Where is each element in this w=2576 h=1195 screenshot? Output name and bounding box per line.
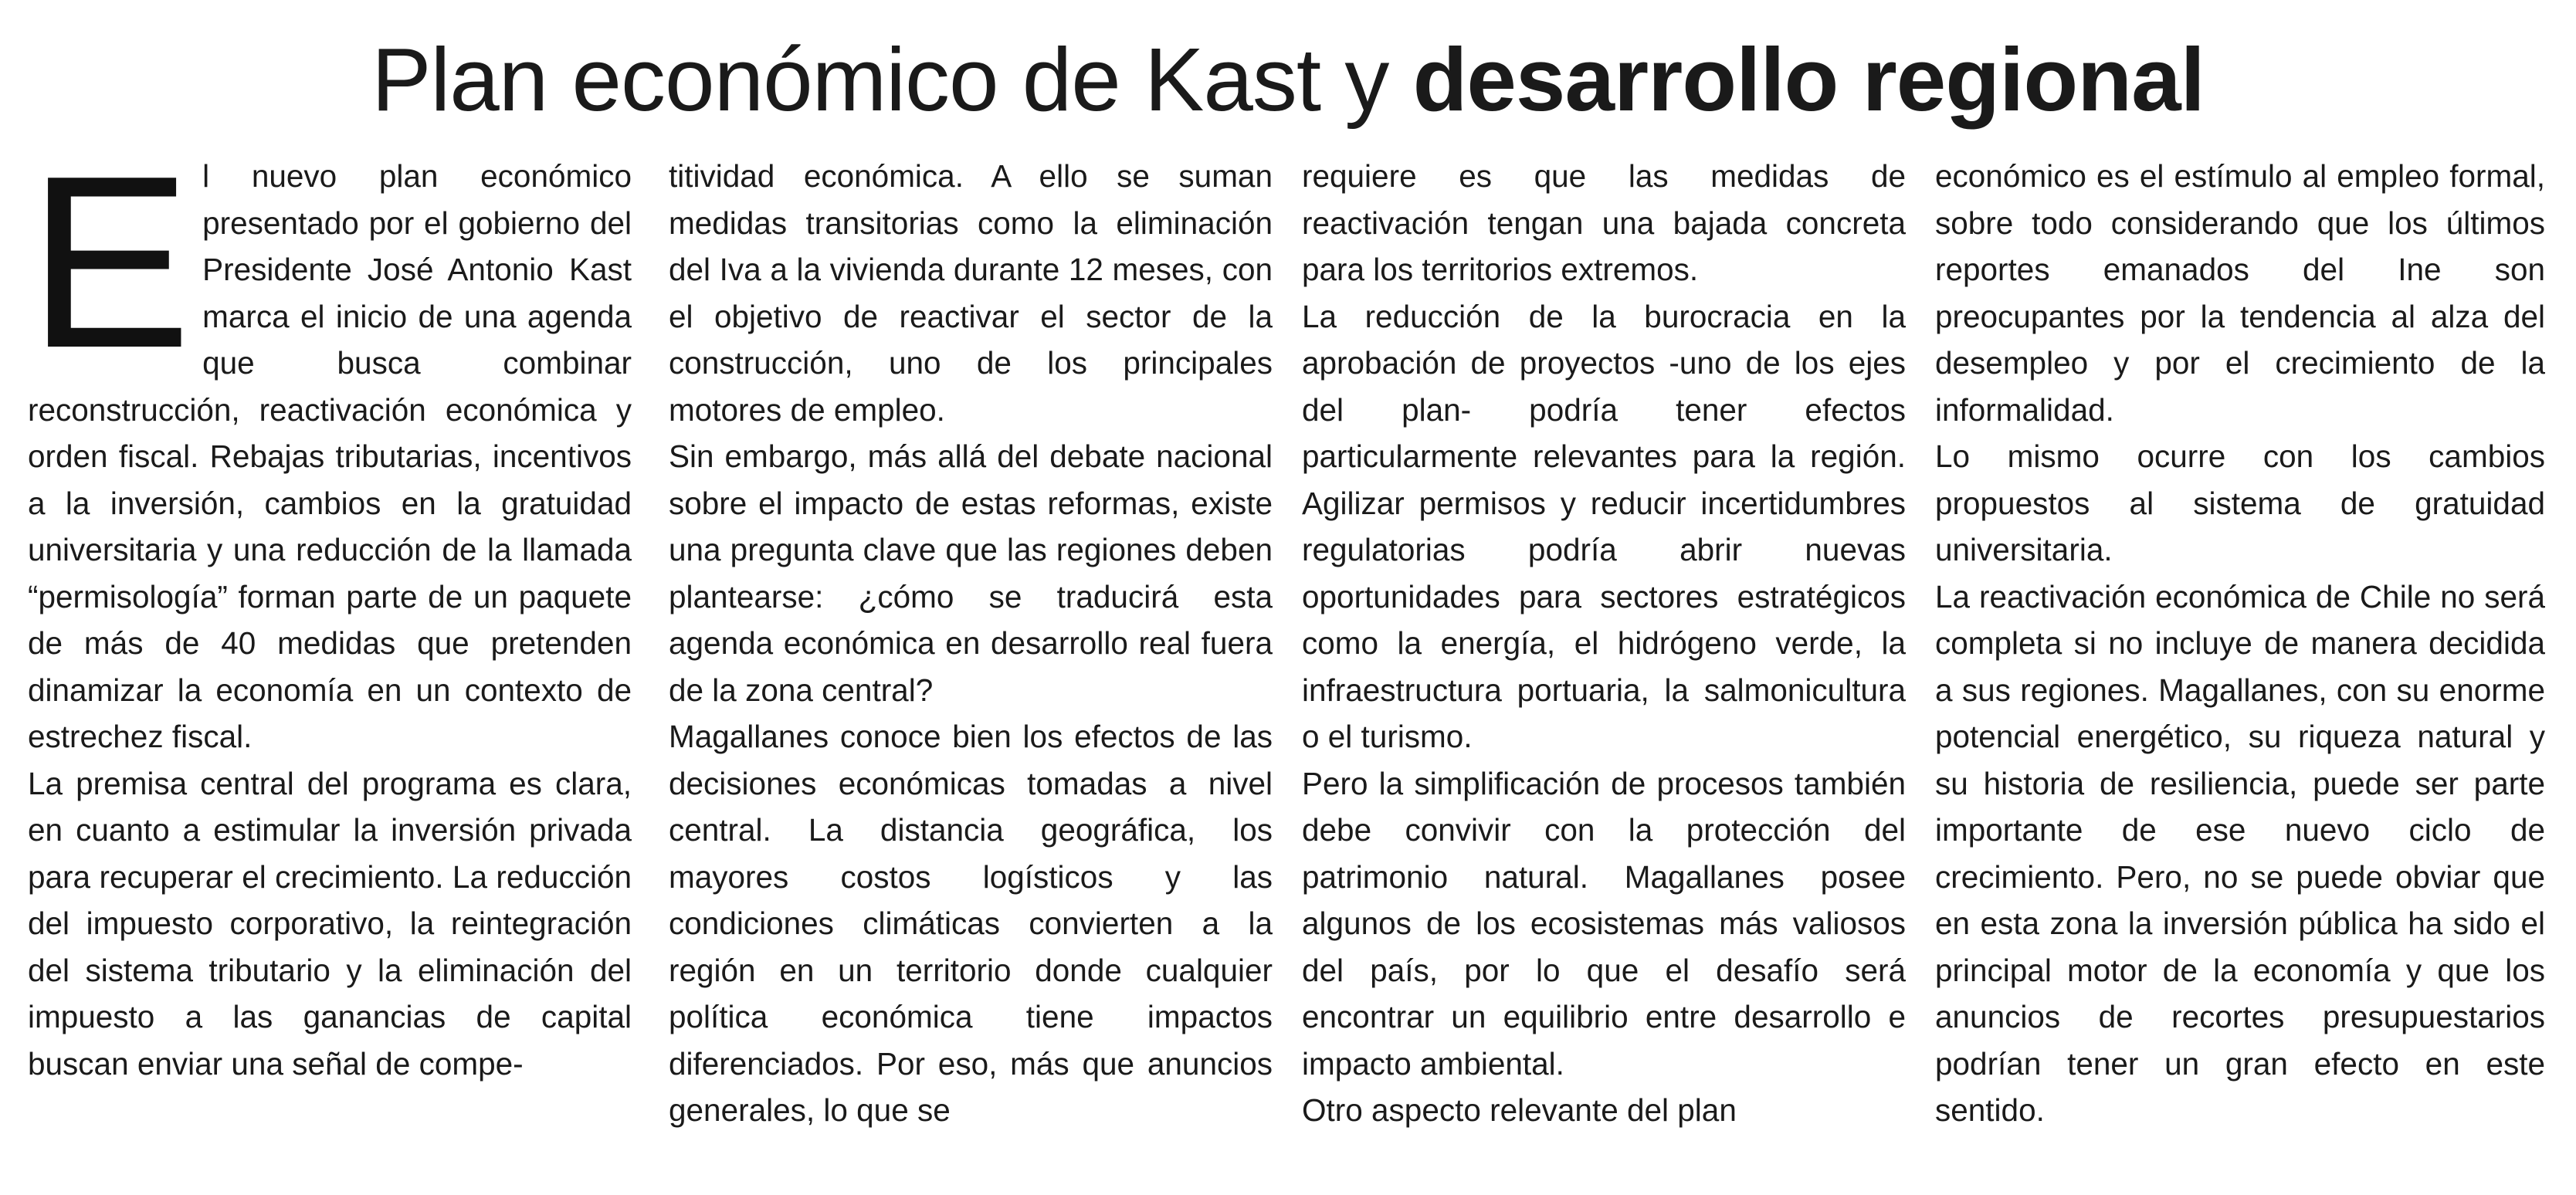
paragraph: económico es el estímulo al empleo formal, sobre todo considerando que los últimos reportes emanados del Ine son preocupantes por la tendencia al alza del desempleo y por el crecimiento de la informalidad. [1935, 158, 2545, 428]
paragraph: La reactivación económica de Chile no será completa si no incluye de manera decidida a sus regiones. Magallanes, con su enorme potencial energético, su riqueza natural y su historia de resiliencia, puede ser parte importante de ese nuevo ciclo de crecimiento. Pero, no se puede obviar que en esta zona la inversión pública ha sido el principal motor de la economía y que los anuncios de recortes presupuestarios podrían tener un gran efecto en este sentido. [1935, 578, 2545, 1128]
paragraph: Sin embargo, más allá del debate nacional sobre el impacto de estas reformas, existe una pregunta clave que las regiones deben plantearse: ¿cómo se traducirá esta agenda económica en desarrollo real fuera de la zona central? [669, 438, 1273, 708]
paragraph: La reducción de la burocracia en la aprobación de proyectos -uno de los ejes del plan- podría tener efectos particularmente relevantes para la región. Agilizar permisos y reducir incertidumbres regulatorias podría abrir nuevas oportunidades para sectores estratégicos como la energía, el hidrógeno verde, la infraestructura portuaria, la salmonicultura o el turismo. [1302, 298, 1906, 754]
article-headline [0, 22, 2576, 137]
paragraph: Lo mismo ocurre con los cambios propuestos al sistema de gratuidad universitaria. [1935, 438, 2545, 567]
drop-cap: E [28, 153, 188, 399]
article-column-1 [28, 153, 632, 1187]
headline-bold-part: desarrollo regional [1412, 29, 2205, 130]
article-column-4 [1935, 153, 2545, 1187]
paragraph: Magallanes conoce bien los efectos de las decisiones económicas tomadas a nivel central. La distancia geográfica, los mayores costos logísticos y las condiciones climáticas convierten a la región en un territorio donde cualquier política económica tiene impactos diferenciados. Por eso, más que anuncios generales, lo que se [669, 719, 1273, 1128]
article-column-2 [669, 153, 1273, 1187]
article-column-3 [1302, 153, 1906, 1187]
paragraph: requiere es que las medidas de reactivación tengan una bajada concreta para los territorios extremos. [1302, 158, 1906, 287]
headline-regular-part: Plan económico de Kast y [371, 29, 1413, 130]
paragraph: Pero la simplificación de procesos también debe convivir con la protección del patrimonio natural. Magallanes posee algunos de los ecosistemas más valiosos del país, por lo que el desafío será encontrar un equilibrio entre desarrollo e impacto ambiental. [1302, 765, 1906, 1082]
paragraph: l nuevo plan económico presentado por el gobierno del Presidente José Antonio Kast marca el inicio de una agenda que busca combinar reconstrucción, reactivación económica y orden fiscal. Rebajas tributarias, incentivos a la inversión, cambios en la gratuidad universitaria y una reducción de la llamada “permisología” forman parte de un paquete de más de 40 medidas que pretenden dinamizar la economía en un contexto de estrechez fiscal. [28, 158, 632, 754]
paragraph: Otro aspecto relevante del plan [1302, 1092, 1737, 1128]
paragraph: titividad económica. A ello se suman medidas transitorias como la eliminación del Iva a la vivienda durante 12 meses, con el objetivo de reactivar el sector de la construcción, uno de los principales motores de empleo. [669, 158, 1273, 428]
paragraph: La premisa central del programa es clara, en cuanto a estimular la inversión privada para recuperar el crecimiento. La reducción del impuesto corporativo, la reintegración del sistema tributario y la eliminación del impuesto a las ganancias de capital buscan enviar una señal de compe- [28, 765, 632, 1082]
